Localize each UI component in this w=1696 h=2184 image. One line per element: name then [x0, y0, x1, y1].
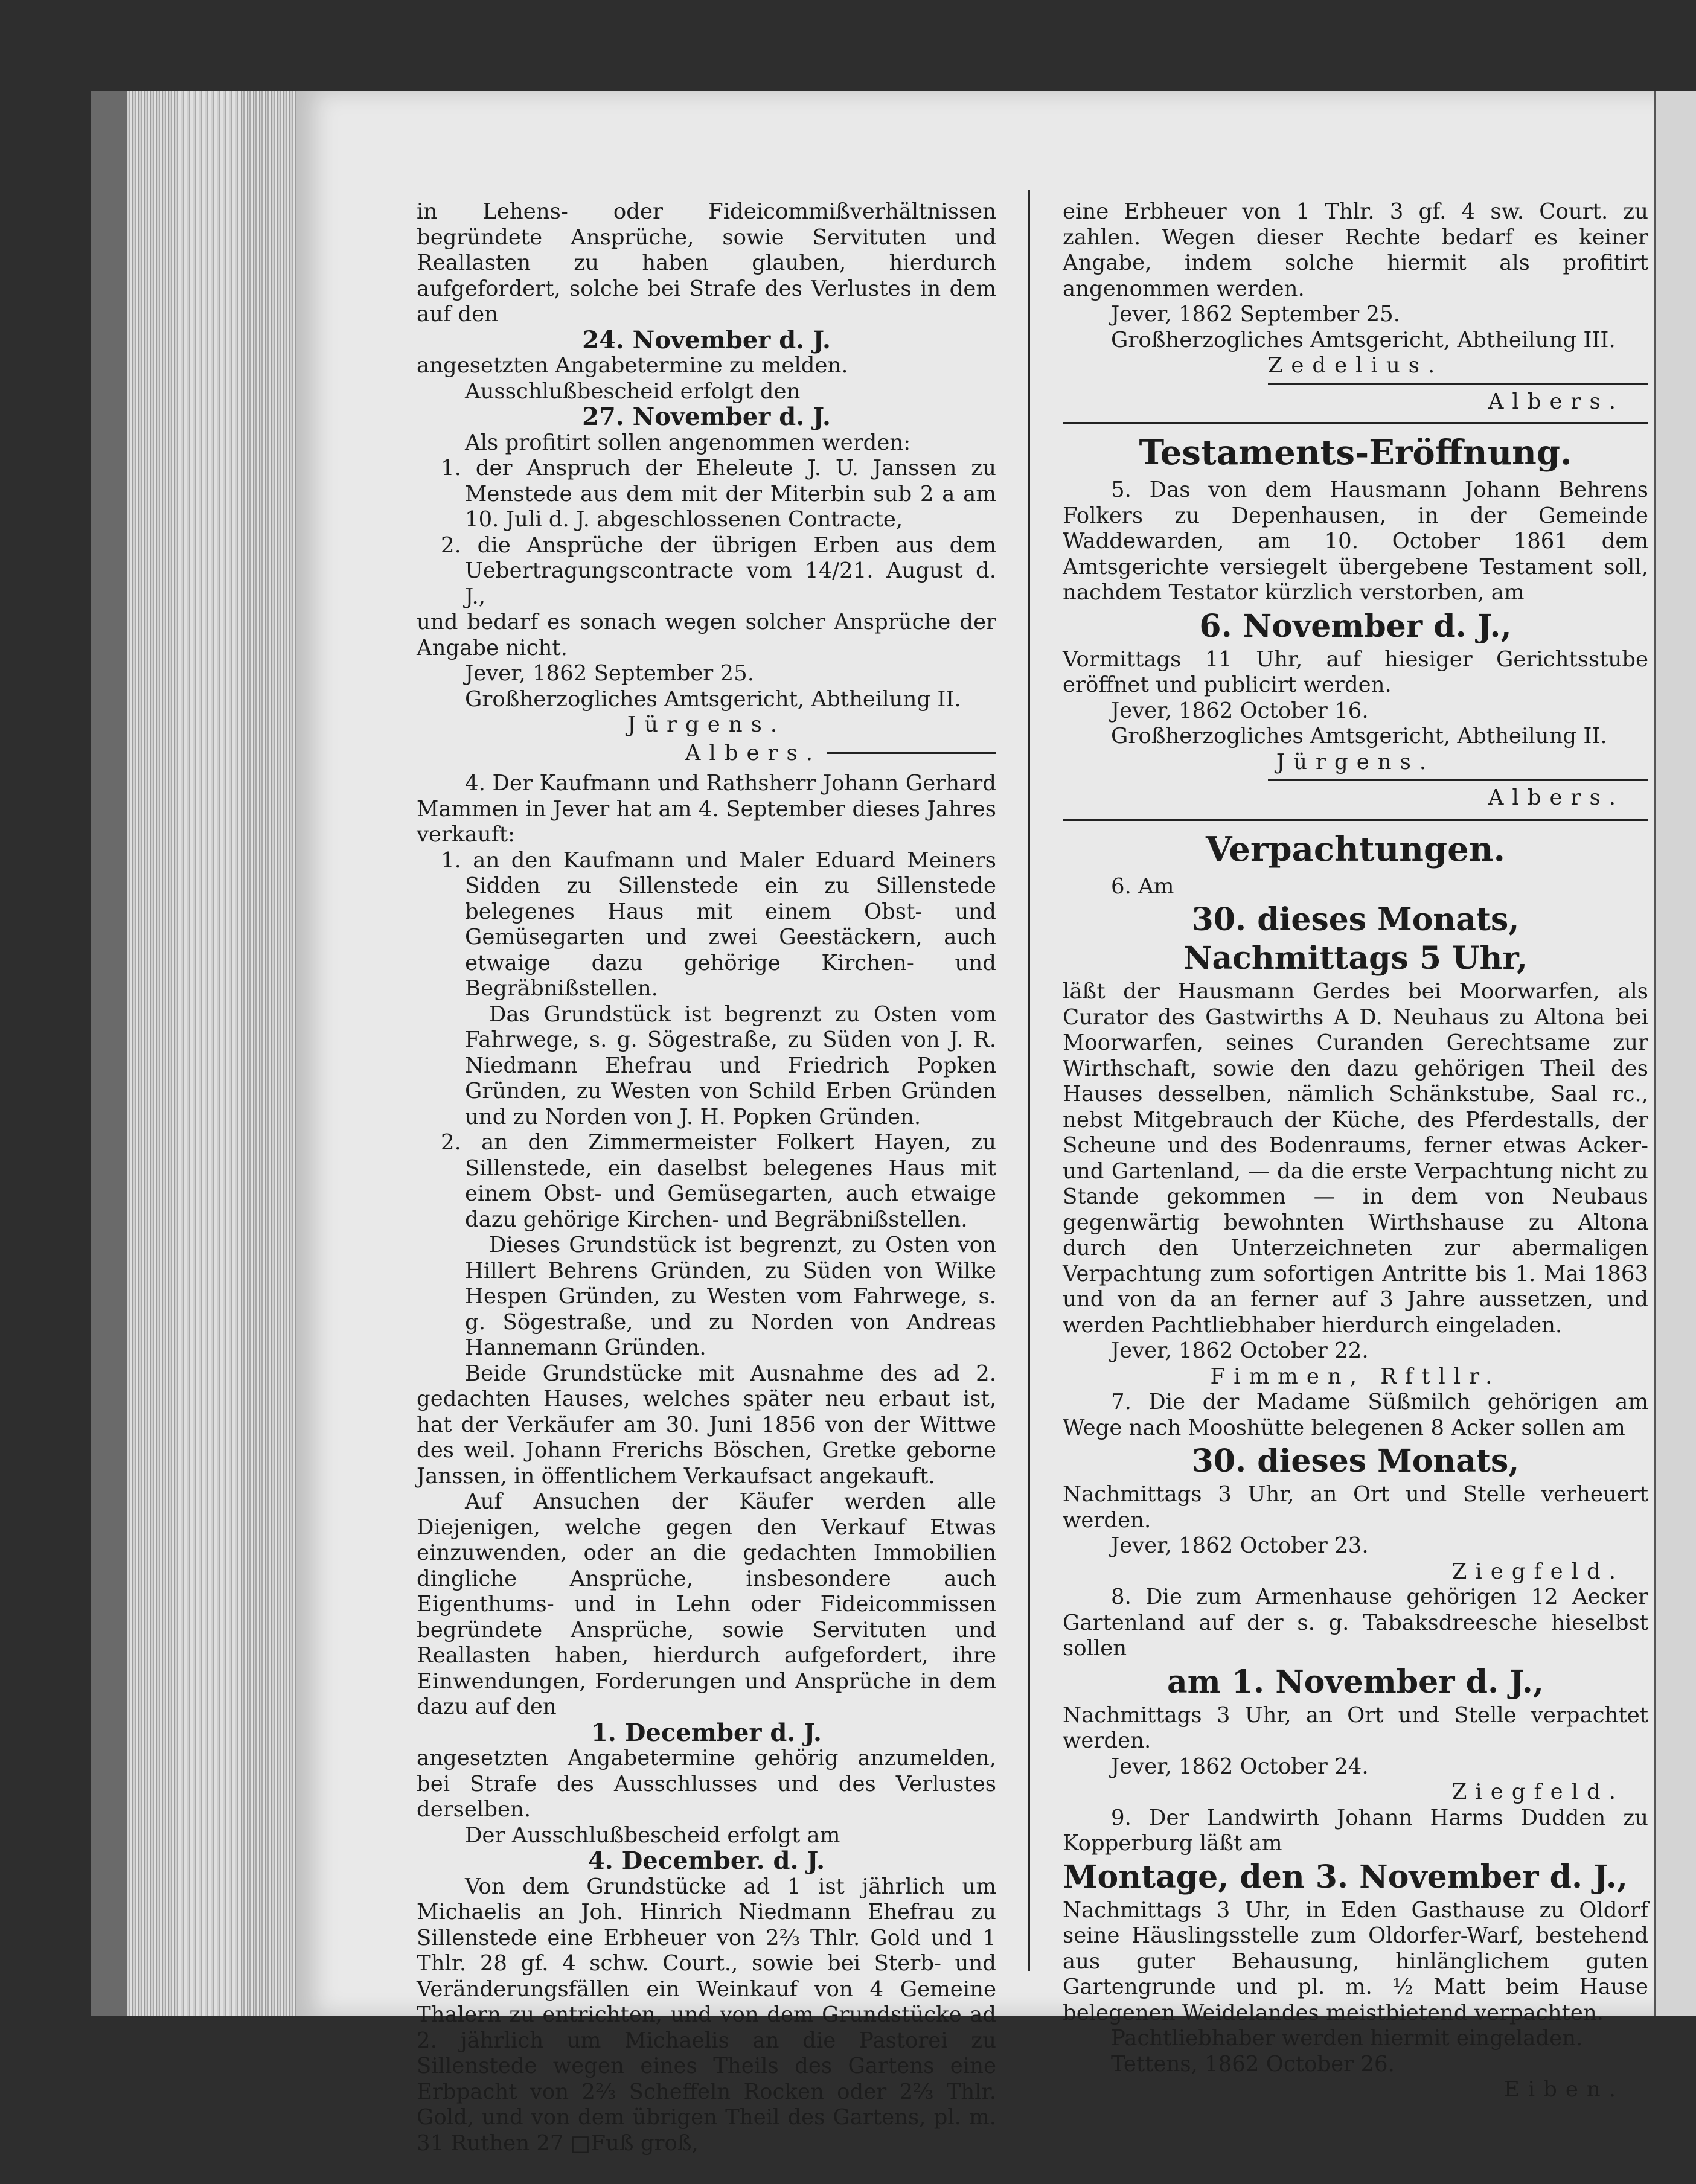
rule-line — [1268, 383, 1648, 385]
signature: Eiben. — [1503, 2077, 1624, 2102]
paragraph: 7. Die der Madame Süßmilch gehörigen am Wege nach Mooshütte belegenen 8 Acker sollen am — [1063, 1390, 1648, 1440]
rule-line — [1268, 779, 1648, 781]
date-line: 1. December d. J. — [591, 1718, 822, 1747]
signature: Ziegfeld. — [1451, 1780, 1624, 1804]
signature: Albers. — [685, 740, 821, 765]
date-line: 24. November d. J. — [582, 325, 831, 354]
signature: Albers. — [1488, 389, 1624, 414]
paragraph: Jever, 1862 October 23. — [1111, 1533, 1369, 1558]
paragraph: angesetzten Angabetermine zu melden. — [417, 353, 848, 378]
paragraph: 9. Der Landwirth Johann Harms Dudden zu Kopperburg läßt am — [1063, 1805, 1648, 1856]
paragraph: 5. Das von dem Hausmann Johann Behrens Folkers zu Depenhausen, in der Gemeinde Waddewarden, am 10. October 1861 dem Amtsgerichte versiegelt übergebene Testament soll, nachdem Testator kürzlich verstorben, am — [1063, 477, 1648, 605]
paragraph: Dieses Grundstück ist begrenzt, zu Osten von Hillert Behrens Gründen, zu Süden von Wilke Hespen Gründen, zu Westen vom Fahrwege, s. g. Sögestraße, und zu Norden von Andreas Hannemann Gründen. — [465, 1233, 996, 1360]
book-cover-board — [91, 91, 127, 2016]
list-item: 2. an den Zimmermeister Folkert Hayen, zu Sillenstede, ein daselbst belegenes Haus mit einem Obst- und Gemüsegarten, auch etwaige dazu gehörige Kirchen- und Begräbnißstellen. — [441, 1130, 996, 1232]
paragraph: Ausschlußbescheid erfolgt den — [465, 378, 801, 404]
column-divider — [1028, 190, 1030, 1971]
date-line: Nachmittags 5 Uhr, — [1183, 940, 1528, 977]
paragraph: in Lehens- oder Fideicommißverhältnissen begründete Ansprüche, sowie Servituten und Reallasten zu haben glauben, hierdurch aufgefordert, solche bei Strafe des Verlustes in dem auf den — [417, 199, 996, 327]
date-line: Montage, den 3. November d. J., — [1063, 1858, 1628, 1895]
signature: Jürgens. — [1276, 749, 1435, 774]
signature: Fimmen, Rftllr. — [1210, 1364, 1501, 1389]
paragraph: Nachmittags 3 Uhr, an Ort und Stelle verpachtet werden. — [1063, 1702, 1648, 1753]
signature: Zedelius. — [1267, 353, 1444, 378]
paragraph: Jever, 1862 October 16. — [1111, 698, 1369, 723]
right-column — [1063, 199, 1648, 2103]
paragraph: Tettens, 1862 October 26. — [1111, 2051, 1395, 2077]
paragraph: 4. Der Kaufmann und Rathsherr Johann Gerhard Mammen in Jever hat am 4. September dieses Jahres verkauft: — [417, 771, 996, 847]
signature: Jürgens. — [627, 712, 786, 737]
paragraph: Das Grundstück ist begrenzt zu Osten vom Fahrwege, s. g. Sögestraße, zu Süden von J. R. Niedmann Ehefrau und Friedrich Popken Gründen, zu Westen von Schild Erben Gründen und zu Norden von J. H. Popken Gründen. — [465, 1001, 996, 1129]
paragraph: Jever, 1862 October 22. — [1111, 1338, 1369, 1363]
section-rule — [1063, 422, 1648, 424]
date-line: 6. November d. J., — [1199, 607, 1512, 645]
paragraph: Als profitirt sollen angenommen werden: — [465, 430, 911, 455]
list-item: 1. der Anspruch der Eheleute J. U. Janssen zu Menstede aus dem mit der Miterbin sub 2 a am 10. Juli d. J. abgeschlossenen Contracte, — [441, 456, 996, 532]
left-column — [417, 199, 996, 2156]
facing-page-edge — [1654, 91, 1696, 2016]
paragraph: Großherzogliches Amtsgericht, Abtheilung II. — [1111, 724, 1607, 749]
paragraph: Pachtliebhaber werden hiermit eingeladen. — [1111, 2026, 1583, 2051]
date-line: 27. November d. J. — [582, 403, 831, 431]
signature: Ziegfeld. — [1451, 1559, 1624, 1584]
date-line: 30. dieses Monats, — [1191, 1443, 1520, 1480]
list-item: 1. an den Kaufmann und Maler Eduard Meiners Sidden zu Sillenstede ein zu Sillenstede belegenes Haus mit einem Obst- und Gemüsegarten und zwei Geestäckern, auch etwaige dazu gehörige Kirchen- und Begräbnißstellen. — [441, 848, 996, 1001]
list-item: 2. die Ansprüche der übrigen Erben aus dem Uebertragungscontracte vom 14/21. August d. J., — [441, 532, 996, 609]
rule-line — [827, 752, 996, 754]
section-heading: Testaments-Eröffnung. — [1139, 433, 1572, 473]
paragraph: eine Erbheuer von 1 Thlr. 3 gf. 4 sw. Court. zu zahlen. Wegen dieser Rechte bedarf es keiner Angabe, indem solche hiermit als profitirt angenommen werden. — [1063, 199, 1648, 301]
paragraph: Großherzogliches Amtsgericht, Abtheilung III. — [1111, 327, 1616, 353]
signature-rule — [417, 741, 996, 767]
section-heading: Verpachtungen. — [1206, 829, 1505, 869]
paragraph: Nachmittags 3 Uhr, in Eden Gasthause zu Oldorf seine Häuslingsstelle zum Oldorfer-Warf, bestehend aus guter Behausung, hinlänglichem guten Gartengrunde und pl. m. ½ Matt beim Hause belegenen Weidelandes meistbietend verpachten. — [1063, 1897, 1648, 2025]
date-line: 30. dieses Monats, — [1191, 901, 1520, 938]
paragraph: Jever, 1862 September 25. — [465, 661, 755, 686]
signature: Albers. — [1488, 785, 1624, 810]
paragraph: Auf Ansuchen der Käufer werden alle Diejenigen, welche gegen den Verkauf Etwas einzuwenden, oder an die gedachten Immobilien dingliche Ansprüche, insbesondere auch Eigenthums- und in Lehn oder Fideicommissen begründete Ansprüche, sowie Servituten und Reallasten haben, hierdurch aufgefordert, ihre Einwendungen, Forderungen und Ansprüche in dem dazu auf den — [417, 1489, 996, 1719]
paragraph: und bedarf es sonach wegen solcher Ansprüche der Angabe nicht. — [417, 610, 996, 660]
paragraph: Jever, 1862 September 25. — [1111, 302, 1401, 327]
paragraph: 6. Am — [1111, 873, 1174, 899]
paragraph: Von dem Grundstücke ad 1 ist jährlich um Michaelis an Joh. Hinrich Niedmann Ehefrau zu Sillenstede eine Erbheuer von 2⅔ Thlr. Gold und 1 Thlr. 28 gf. 4 schw. Court., sowie bei Sterb- und Veränderungsfällen ein Weinkauf von 4 Gemeine Thalern zu entrichten, und von dem Grundstücke ad 2. jährlich um Michaelis an die Pastorei zu Sillenstede wegen eines Theils des Gartens eine Erbpacht von 2⅔ Scheffeln Rocken oder 2⅔ Thlr. Gold, und von dem übrigen Theil des Gartens, pl. m. 31 Ruthen 27 □Fuß groß, — [417, 1874, 996, 2156]
paragraph: Beide Grundstücke mit Ausnahme des ad 2. gedachten Hauses, welches später neu erbaut ist, hat der Verkäufer am 30. Juni 1856 von der Wittwe des weil. Johann Frerichs Böschen, Gretke geborne Janssen, in öffentlichem Verkaufsact angekauft. — [417, 1361, 996, 1489]
section-rule — [1063, 819, 1648, 821]
paragraph: Jever, 1862 October 24. — [1111, 1754, 1369, 1779]
paragraph: läßt der Hausmann Gerdes bei Moorwarfen, als Curator des Gastwirths A D. Neuhaus zu Altona bei Moorwarfen, seines Curanden Gerechtsame zur Wirthschaft, sowie den dazu gehörigen Theil des Hauses desselben, nämlich Schänkstube, Saal rc., nebst Mitgebrauch der Küche, des Pferdestalls, der Scheune und des Bodenraums, ferner etwas Acker- und Gartenland, — da die erste Verpachtung nicht zu Stande gekommen — in dem von Neubaus gegenwärtig bewohnten Wirthshause zu Altona durch den Unterzeichneten zur abermaligen Verpachtung zum sofortigen Antritte bis 1. Mai 1863 und von da an ferner auf 3 Jahre aussetzen, und werden Pachtliebhaber hierdurch eingeladen. — [1063, 979, 1648, 1338]
date-line: 4. December. d. J. — [587, 1847, 825, 1875]
paragraph: Großherzogliches Amtsgericht, Abtheilung II. — [465, 686, 961, 712]
paragraph: Der Ausschlußbescheid erfolgt am — [465, 1822, 840, 1848]
paragraph: Vormittags 11 Uhr, auf hiesiger Gerichtsstube eröffnet und publicirt werden. — [1063, 647, 1648, 697]
paragraph: 8. Die zum Armenhause gehörigen 12 Aecker Gartenland auf der s. g. Tabaksdreesche hieselbst sollen — [1063, 1585, 1648, 1661]
date-line: am 1. November d. J., — [1166, 1663, 1544, 1700]
paragraph: angesetzten Angabetermine gehörig anzumelden, bei Strafe des Ausschlusses und des Verlustes derselben. — [417, 1746, 996, 1822]
paragraph: Nachmittags 3 Uhr, an Ort und Stelle verheuert werden. — [1063, 1482, 1648, 1533]
